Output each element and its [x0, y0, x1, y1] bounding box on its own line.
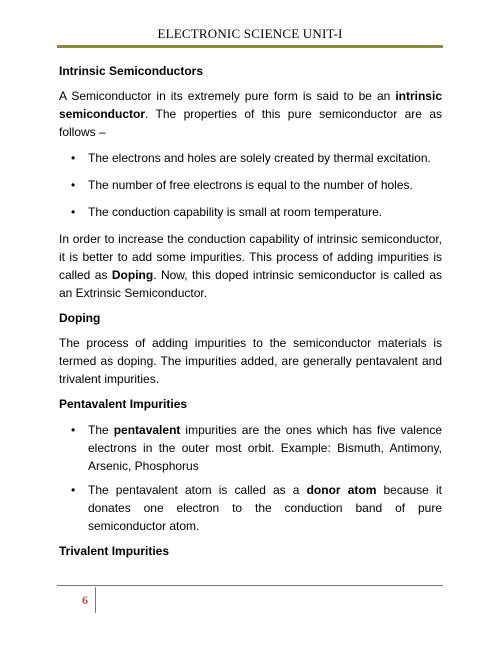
- pent-b1-text-a: The: [88, 423, 114, 437]
- page-number: 6: [82, 593, 88, 607]
- bullet-icon: •: [71, 423, 76, 437]
- pent-b2-text-a: The pentavalent atom is called as a: [88, 483, 307, 497]
- heading-intrinsic: Intrinsic Semiconductors: [59, 64, 204, 78]
- para2-text-b: . Now, this doped intrinsic semiconductor is called as an Extrinsic Semiconductor.: [59, 268, 442, 300]
- intrinsic-properties-list: [59, 149, 442, 221]
- bullet-icon: •: [71, 151, 76, 165]
- bullet-icon: •: [71, 178, 76, 192]
- list-item: [59, 481, 442, 535]
- header-divider: [57, 45, 443, 48]
- pent-b2-text-b: because it donates one electron to the conduction band of pure semiconductor atom.: [88, 483, 442, 533]
- list-item-text: The electrons and holes are solely created by thermal excitation.: [88, 151, 431, 165]
- list-item: [59, 203, 442, 221]
- intro-text-a: A Semiconductor in its extremely pure form is said to be an: [59, 89, 396, 103]
- doping-intro-paragraph: [59, 230, 442, 302]
- list-item-text: The number of free electrons is equal to the number of holes.: [88, 178, 413, 192]
- footer-vertical-divider: [95, 587, 96, 613]
- page-header-title: ELECTRONIC SCIENCE UNIT-I: [157, 26, 343, 41]
- pent-b2-bold: donor atom: [306, 483, 377, 497]
- intrinsic-intro-paragraph: [59, 87, 442, 141]
- intro-text-b: . The properties of this pure semiconductor are as follows –: [59, 107, 442, 139]
- pent-b1-text-b: impurities are the ones which has five valence electrons in the outer most orbit. Example: Bismuth, Antimony, Arsenic, Phosphorus: [88, 423, 442, 473]
- intro-bold-term: intrinsic semiconductor: [59, 89, 442, 121]
- heading-pentavalent: Pentavalent Impurities: [59, 397, 188, 411]
- document-body: [59, 62, 442, 567]
- list-item: [59, 421, 442, 475]
- bullet-icon: •: [71, 483, 76, 497]
- pent-b1-bold: pentavalent: [113, 423, 181, 437]
- bullet-icon: •: [71, 205, 76, 219]
- list-item: [59, 149, 442, 167]
- para2-text-a: In order to increase the conduction capability of intrinsic semiconductor, it is better to add some impurities. This process of adding impurities is called as: [59, 232, 442, 282]
- footer-divider: [57, 585, 443, 586]
- list-item: [59, 176, 442, 194]
- heading-doping: Doping: [59, 311, 101, 325]
- pentavalent-list: [59, 421, 442, 535]
- list-item-text: The conduction capability is small at room temperature.: [88, 205, 383, 219]
- heading-trivalent: Trivalent Impurities: [59, 544, 170, 558]
- doping-paragraph: The process of adding impurities to the semiconductor materials is termed as doping. The impurities added, are generally pentavalent and trivalent impurities.: [59, 336, 442, 386]
- para2-bold-term: Doping: [111, 268, 154, 282]
